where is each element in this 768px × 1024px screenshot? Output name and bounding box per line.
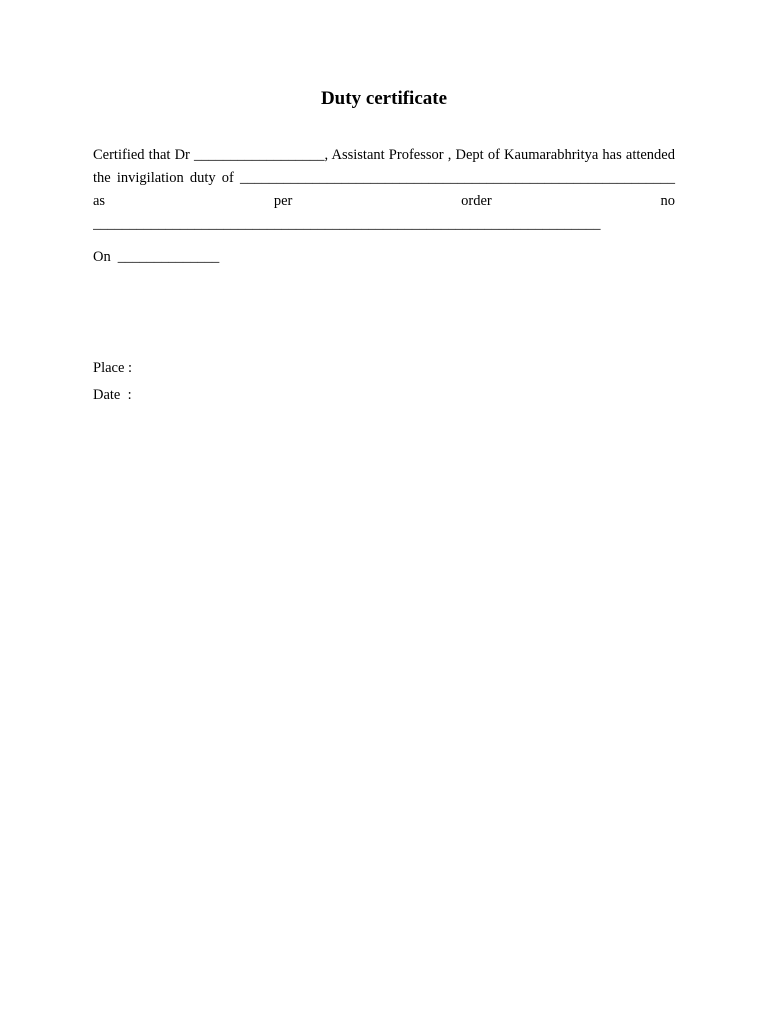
on-date-line <box>93 246 219 269</box>
on-label: On <box>93 249 111 265</box>
word-order: order <box>461 193 492 209</box>
word-as: as <box>93 193 106 209</box>
date-field: Date : <box>93 387 132 403</box>
on-date-blank: ______________ <box>117 249 220 265</box>
word-no: no <box>660 193 675 209</box>
certificate-text-line-1: Certified that Dr __________________, Assistant Professor , Dept of Kaumarabhritya has attended <box>93 147 675 163</box>
place-field: Place : <box>93 360 133 376</box>
certificate-text-line-3 <box>93 190 675 213</box>
order-number-blank: ______________________________________________________________________ <box>93 216 601 232</box>
page-title: Duty certificate <box>320 88 448 109</box>
certificate-text-line-2: the invigilation duty of ____________________________________________________________ <box>93 170 675 186</box>
word-per: per <box>273 193 293 209</box>
